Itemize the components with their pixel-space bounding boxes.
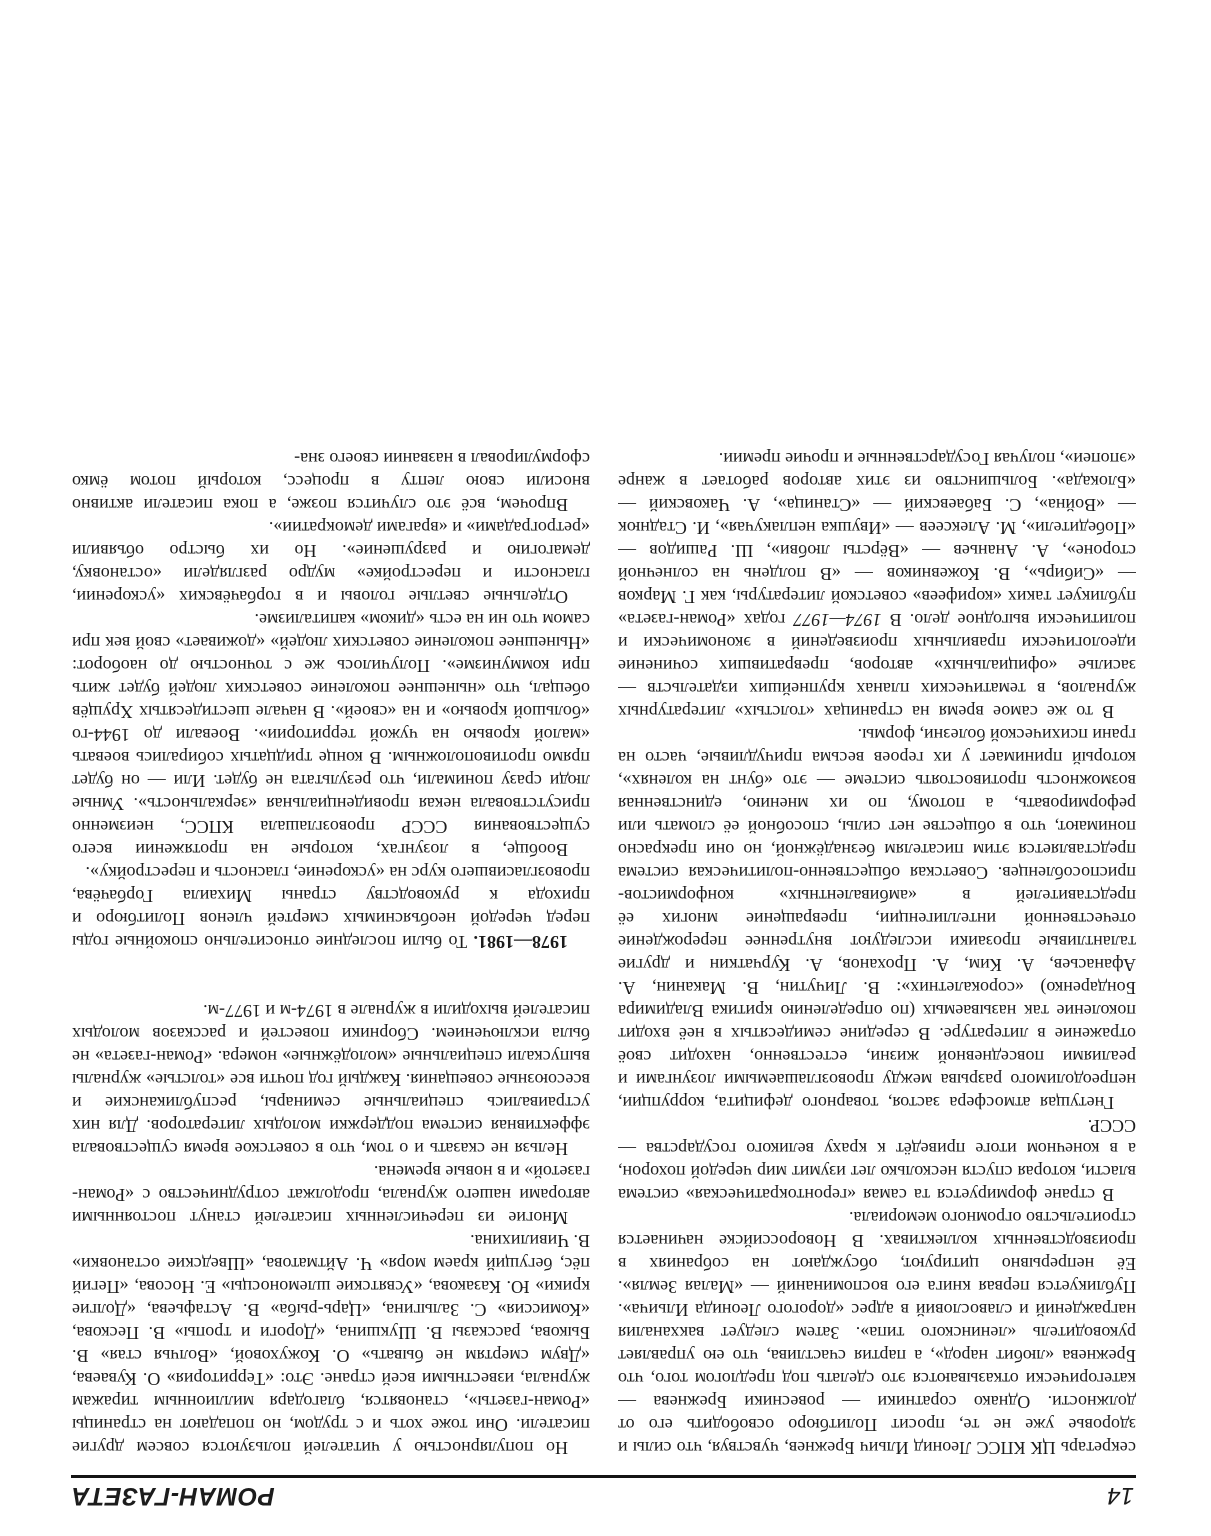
- emphasized-years: 1974—1977: [793, 610, 882, 630]
- page-number: 14: [1107, 1482, 1134, 1509]
- text-column-right: [72, 85, 590, 1459]
- paragraph: Вообще, в лозунгах, которые на протяжении всего существования СССР провозглашала КПСС, неизменно присутствовала некая провиденциальная «зеркальность». Умные люди сразу понимали, что результата не будет. Или — он будет прямо противоположным. В конце тридцатых собирались воевать «малой кровью на чужой территории». Воевали до 1944-го «большой кровью» и на «своей». В начале шестидесятых Хрущёв обещал, что «нынешнее поколение советских людей будет жить при коммунизме». Получилось же с точностью до наоборот: «Нынешнее поколение советских людей» «доживает» свой век при самом что ни на есть «диком» капитализме.: [72, 610, 590, 860]
- page-header: [71, 1475, 1136, 1508]
- paragraph: Гнетущая атмосфера застоя, товарного дефицита, коррупции, непреодолимого разрыва между провозглашаемыми лозунгами и реалиями повседневной жизни, естественно, находит своё отражение в литературе. В середине семидесятых в неё входит поколение так называемых (по определению критика Владимира Бондаренко) «сорокалетних»: В. Личутин, В. Маканин, А. Афанасьев, А. Ким, А. Проханов, А. Курчаткин и другие талантливые прозаики исследуют внутреннее перерождение отечественной интеллигенции, превращение многих её представителей в «амбивалентных» конформистов-приспособленцев. Советская общественно-политическая система представляется этим писателям безнадёжной, но они прекрасно понимают, что в обществе нет силы, способной её сломать или реформировать, а потому, по их мнению, единственная возможность противостоять системе — это «бунт на коленях», который принимает у их героев весьма причудливые, часто на грани психической болезни, формы.: [618, 725, 1136, 1113]
- paragraph: 1978—1981. То были последние относительно спокойные годы перед чередой необъяснимых смертей членов Политбюро и прихода к руководству страны Михаила Горбачёва, провозгласившего курс на «ускорение, гласность и перестройку».: [72, 863, 590, 952]
- paragraph: Нельзя не сказать и о том, что в советское время существовала эффективная система поддержки молодых литераторов. Для них устраивались специальные семинары, республиканские и всесоюзные совещания. Каждый год почти все «толстые» журналы выпускали специальные «молодёжные» номера. «Роман-газета» не была исключением. Сборники повестей и рассказов молодых писателей выходили в журнале в 1974-м и 1977-м.: [72, 1001, 590, 1159]
- paragraph: Но популярностью у читателей пользуются совсем другие писатели. Они тоже хоть и с трудом, но попадают на страницы «Роман-газеты», становятся, благодаря миллионным тиражам журнала, известными всей стране. Это: «Территория» О. Куваева, «Двум смертям не бывать» О. Кожуховой, «Волчья стая» В. Быкова, рассказы В. Шукшина, «Дороги и тропы» В. Пескова, «Комиссия» С. Залыгина, «Царь-рыба» В. Астафьева, «Долгие крики» Ю. Казакова, «Усвятские шлемоносцы» Е. Носова, «Пегий пёс, бегущий краем моря» Ч. Айтматова, «Шведские остановки» В. Чивилихина.: [72, 1231, 590, 1458]
- paragraph: секретарь ЦК КПСС Леонид Ильич Брежнев, чувствуя, что силы и здоровье уже не те, просит Политбюро освободить его от должности. Однако соратники — ровесники Брежнева — категорически отказываются это сделать под предлогом того, что Брежнева «любит народ», а партия счастлива, что ею управляет руководитель «ленинского типа». Затем следует вакханалия награждений и славословий в адрес «дорогого Леонида Ильича». Публикуется первая книга его воспоминаний — «Малая Земля». Её непрерывно цитируют, обсуждают на собраниях в производственных коллективах. В Новороссийске начинается строительство огромного мемориала.: [618, 1208, 1136, 1458]
- section-year-lead: 1978—1981.: [473, 932, 568, 952]
- paragraph: Многие из перечисленных писателей станут постоянными авторами нашего журнала, продолжат сотрудничество с «Роман-газетой» и в новые времена.: [72, 1162, 590, 1228]
- text-body: [71, 85, 1136, 1459]
- journal-title: РОМАН-ГАЗЕТА: [71, 1482, 275, 1510]
- paragraph: В то же самое время на страницах «толстых» литературных журналов, в тематических планах крупнейших издательств — засилье «официальных» авторов, превративших сочинение идеологически правильных произведений в экономически и политически выгодное дело. В 1974—1977 годах «Роман-газета» публикует таких «корифеев» советской литературы, как Г. Марков — «Сибирь», В. Кожевников — «В полдень на солнечной стороне», А. Ананьев — «Вёрсты любви», Ш. Рашидов — «Победители», М. Алексеев — «Ивушка неплакучая», И. Стаднюк — «Война», С. Бабаевский — «Станица», А. Чаковский — «Блокада». Большинство из этих авторов работает в жанре «эпопеи», получая Государственные и прочие премии.: [618, 449, 1136, 722]
- paragraph: В стране формируется та самая «геронтократическая» система власти, которая спустя несколько лет изумит мир чередой похорон, а в конечном итоге приведёт к краху великого государства — СССР.: [618, 1116, 1136, 1205]
- text-column-left: [618, 85, 1136, 1459]
- paragraph: Впрочем, всё это случится позже, а пока писатели активно вносили свою лепту в процесс, который потом ёмко сформулировал в названии своего зна-: [72, 449, 590, 515]
- paragraph: Отдельные светлые головы и в горбачёвских «ускорении, гласности и перестройке» мудро разглядели «остановку, демагогию и разрушение». Но их быстро объявили «ретроградами» и «врагами демократии».: [72, 518, 590, 607]
